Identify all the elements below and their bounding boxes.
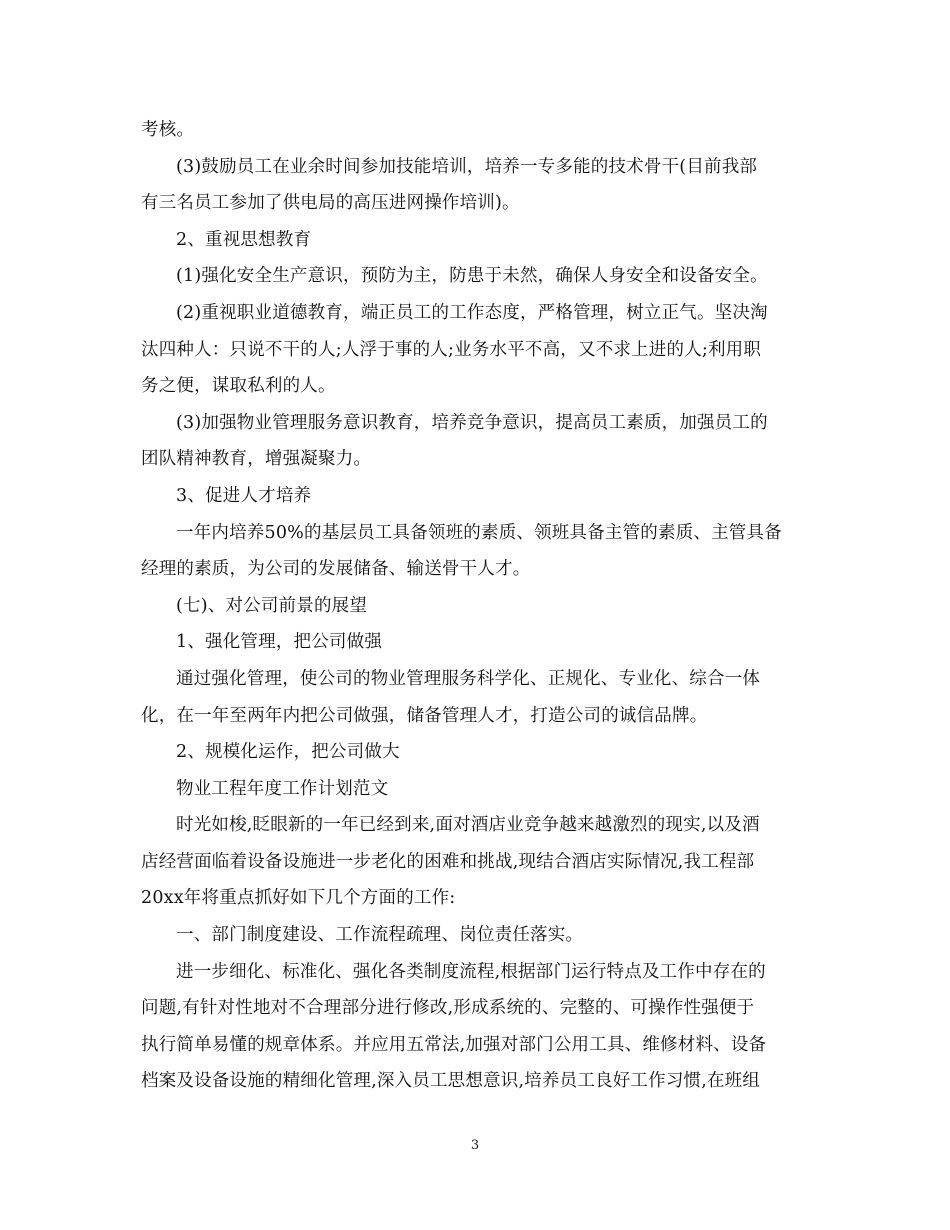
text-line: 店经营面临着设备设施进一步老化的困难和挑战,现结合酒店实际情况,我工程部 <box>141 851 755 872</box>
text-line: (3)加强物业管理服务意识教育，培养竞争意识，提高员工素质，加强员工的 <box>176 412 768 433</box>
section-heading: 2、规模化运作，把公司做大 <box>176 742 400 763</box>
text-line: 进一步细化、标准化、强化各类制度流程,根据部门运行特点及工作中存在的 <box>176 961 766 982</box>
text-line: (1)强化安全生产意识，预防为主，防患于未然，确保人身安全和设备安全。 <box>176 266 768 287</box>
section-heading: 一、部门制度建设、工作流程疏理、岗位责任落实。 <box>176 925 584 946</box>
text-line: 团队精神教育，增强凝聚力。 <box>141 449 372 470</box>
text-line: 20xx年将重点抓好如下几个方面的工作: <box>141 888 456 909</box>
text-line: 档案及设备设施的精细化管理,深入员工思想意识,培养员工良好工作习惯,在班组 <box>141 1071 761 1092</box>
section-heading: 1、强化管理，把公司做强 <box>176 632 383 653</box>
section-heading: 2、重视思想教育 <box>176 229 312 250</box>
section-heading: 3、促进人才培养 <box>176 485 312 506</box>
text-line: 时光如梭,眨眼新的一年已经到来,面对酒店业竞争越来越激烈的现实,以及酒 <box>176 815 760 836</box>
text-line: 经理的素质，为公司的发展储备、输送骨干人才。 <box>141 559 531 580</box>
section-heading: (七)、对公司前景的展望 <box>176 595 368 616</box>
text-line: 通过强化管理，使公司的物业管理服务科学化、正规化、专业化、综合一体 <box>176 668 761 689</box>
text-line: 一年内培养50%的基层员工具备领班的素质、领班具备主管的素质、主管具备 <box>176 522 782 543</box>
page-number: 3 <box>470 1138 480 1153</box>
text-line: 问题,有针对性地对不合理部分进行修改,形成系统的、完整的、可操作性强便于 <box>141 998 755 1019</box>
text-line: 汰四种人：只说不干的人;人浮于事的人;业务水平不高，又不求上进的人;利用职 <box>141 339 762 360</box>
document-body <box>141 112 811 1100</box>
document-title: 物业工程年度工作计划范文 <box>176 778 389 799</box>
text-line: (3)鼓励员工在业余时间参加技能培训，培养一专多能的技术骨干(目前我部 <box>176 156 758 177</box>
text-line: 执行简单易懂的规章体系。并应用五常法,加强对部门公用工具、维修材料、设备 <box>141 1034 767 1055</box>
text-line: (2)重视职业道德教育，端正员工的工作态度，严格管理，树立正气。坚决淘 <box>176 302 768 323</box>
text-line: 考核。 <box>141 120 195 140</box>
text-line: 务之便，谋取私利的人。 <box>141 376 336 397</box>
text-line: 化，在一年至两年内把公司做强，储备管理人才，打造公司的诚信品牌。 <box>141 705 708 726</box>
text-line: 有三名员工参加了供电局的高压进网操作培训)。 <box>141 193 520 214</box>
